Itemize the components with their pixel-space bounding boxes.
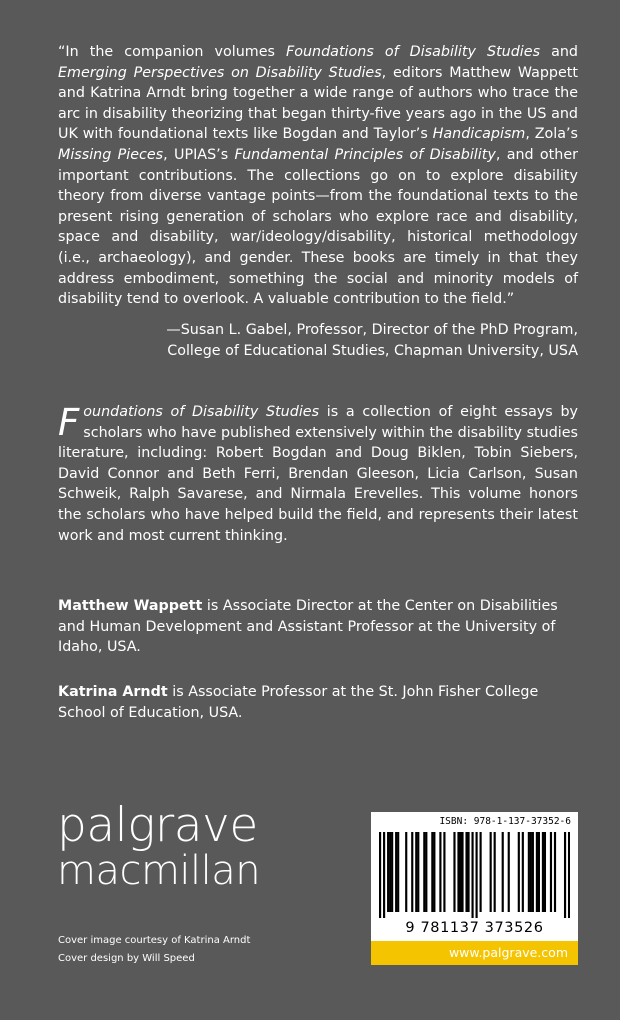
barcode-bar: [457, 832, 459, 912]
barcode-bar: [431, 832, 433, 912]
barcode-bar: [423, 832, 425, 912]
barcode-bar: [387, 832, 389, 912]
barcode-bar: [417, 832, 419, 912]
barcode-bar: [383, 832, 385, 918]
editor-bio: [58, 596, 578, 658]
barcode-bar: [389, 832, 391, 912]
barcode-bar: [443, 832, 445, 912]
publisher-url-bar: [371, 941, 578, 965]
barcode-bar: [530, 832, 532, 912]
barcode-bar: [459, 832, 461, 912]
quote-title: Missing Pieces: [58, 146, 164, 163]
attribution-line: College of Educational Studies, Chapman University, USA: [167, 342, 578, 359]
editor-bio-text: is Associate Professor at the St. John Fisher College School of Education, USA.: [58, 684, 539, 721]
quote-text: , and other important contributions. The collections go on to explore disability theory from diverse vantage points—from the foundational texts to the present rising generation of scholars who explore race and disability, space and disability, war/ideology/disability, historical methodology (i.e., archaeology), and gender. These books are timely in that they address embodiment, something the social and minority models of disability tend to overlook. A valuable contribution to the field.”: [58, 146, 578, 308]
barcode-bar: [453, 832, 455, 912]
editor-name: Matthew Wappett: [58, 598, 203, 614]
quote-text: , editors Matthew Wappett and Katrina Arndt bring together a wide range of authors who trace the arc in disability theorizing that began thirty-five years ago in the US and UK with foundational texts like Bogdan and Taylor’s: [58, 64, 578, 143]
barcode-bar: [461, 832, 463, 912]
barcode-bar: [564, 832, 566, 918]
barcode-bar: [465, 832, 467, 912]
editor-name: Katrina Arndt: [58, 684, 168, 700]
attribution-line: —Susan L. Gabel, Professor, Director of the PhD Program,: [166, 322, 578, 338]
barcode-bar: [568, 832, 570, 918]
barcode-bar: [542, 832, 544, 912]
barcode-bar: [544, 832, 546, 912]
publisher-url: www.palgrave.com: [448, 945, 568, 960]
quote-text: , UPIAS’s: [163, 146, 235, 163]
quote-title: Emerging Perspectives on Disability Studies: [58, 64, 382, 81]
barcode-bar: [471, 832, 473, 918]
publisher-logo: [57, 798, 261, 894]
barcode-bar: [532, 832, 534, 912]
barcode-bar: [476, 832, 478, 918]
quote-title: Handicapism: [432, 126, 526, 143]
barcode-bar: [538, 832, 540, 912]
barcode-bar: [379, 832, 381, 918]
editor-bio-text: is Associate Director at the Center on Disabilities and Human Development and Assistant Professor at the University of Idaho, USA.: [58, 598, 558, 656]
publisher-logo-line: palgrave: [57, 798, 258, 853]
book-description: [58, 402, 578, 546]
barcode-panel: [371, 812, 578, 965]
barcode-bar: [522, 832, 524, 912]
barcode-bar: [391, 832, 393, 912]
credit-line: Cover image courtesy of Katrina Arndt: [58, 935, 251, 946]
barcode-bar: [508, 832, 510, 912]
barcode-image: [379, 832, 570, 918]
description-text: is a collection of eight essays by scholars who have published extensively within the disability studies literature, including: Robert Bogdan and Doug Biklen, Tobin Siebers, David Connor and Beth Ferri, Brendan Gleeson, Licia Carlson, Susan Schweik, Ralph Savarese, and Nirmala Erevelles. This volume honors the scholars who have helped build the field, and represents their latest work and most current thinking.: [58, 404, 578, 544]
barcode-bar: [411, 832, 413, 912]
quote-title: Fundamental Principles of Disability: [234, 146, 496, 163]
barcode-bar: [494, 832, 496, 912]
quote-text: “In the companion volumes: [58, 44, 287, 60]
credit-line: Cover design by Will Speed: [58, 953, 195, 964]
barcode-bar: [518, 832, 520, 912]
book-title: oundations of Disability Studies: [83, 404, 320, 420]
drop-cap: F: [58, 401, 80, 444]
barcode-bar: [536, 832, 538, 912]
barcode-bar: [480, 832, 482, 912]
quote-attribution: [58, 320, 578, 361]
quote-text: and: [540, 44, 578, 60]
barcode-bar: [433, 832, 435, 912]
barcode-bar: [550, 832, 552, 912]
barcode-bar: [397, 832, 399, 912]
isbn-digits: 9 781137 373526: [405, 920, 544, 936]
barcode-bar: [395, 832, 397, 912]
barcode-bar: [554, 832, 556, 912]
barcode-bar: [415, 832, 417, 912]
quote-text: , Zola’s: [525, 126, 578, 143]
barcode-bar: [502, 832, 504, 912]
barcode-bar: [528, 832, 530, 912]
publisher-logo-line: macmillan: [57, 848, 261, 894]
quote-title: Foundations of Disability Studies: [286, 44, 541, 60]
cover-credits: [58, 932, 250, 968]
isbn-label: ISBN: 978-1-137-37352-6: [439, 816, 571, 827]
barcode-bar: [490, 832, 492, 912]
barcode-bar: [439, 832, 441, 912]
barcode-bar: [405, 832, 407, 912]
barcode-bar: [467, 832, 469, 912]
barcode-bar: [425, 832, 427, 912]
editor-bio: [58, 682, 578, 723]
endorsement-quote: [58, 42, 578, 310]
